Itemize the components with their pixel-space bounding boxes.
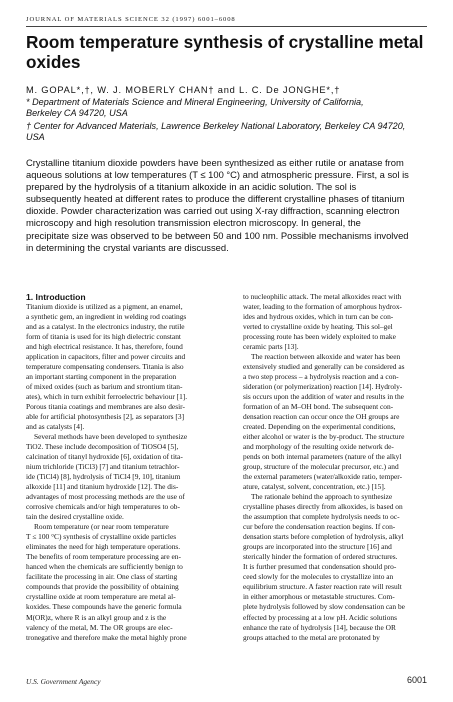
text-line: in determining the crystal variants are discussed. (26, 241, 229, 253)
text-line: crystalline oxide at room temperature are metal al- (26, 592, 176, 602)
text-line: sis occurs upon the addition of water and results in the (243, 392, 404, 402)
text-line: sideration (or polymerization) reaction [14]. Hydroly- (243, 382, 403, 392)
text-line: precipitate size was observed to be between 50 and 100 nm. Possible mechanisms involved (26, 229, 409, 241)
text-line: and as catalysts [4]. (26, 422, 85, 432)
text-line: subsequently heated at different rates to produce the different crystalline phases of titanium (26, 193, 405, 205)
text-line: a synthetic gem, an ingredient in welding rod coatings (26, 312, 187, 322)
text-line: to nucleophilic attack. The metal alkoxides react with (243, 292, 402, 301)
text-line: and high electrical resistance. It has, therefore, found (26, 342, 183, 352)
text-line: prepared by the hydrolysis of a titanium alkoxide in an acidic solution. The sol is (26, 181, 357, 193)
text-line: M(OR)z, where R is an alkyl group and z is the (26, 612, 167, 622)
text-line: pends on both internal parameters (nature of the alkyl (243, 452, 402, 462)
text-line: group, structure of the molecular precursor, etc.) and (243, 462, 399, 472)
text-line: microscopy and high resolution transmission electron microscopy. In general, the (26, 217, 361, 229)
article-title (26, 32, 430, 72)
text-line: extensively studied and generally can be considered as (243, 362, 405, 372)
text-line: cur before the condensation reaction begins. If con- (243, 522, 396, 532)
text-line: eliminates the need for high temperature operations. (26, 542, 181, 552)
text-line: Room temperature (or near room temperature (34, 522, 169, 532)
text-line: the external parameters (water/alkoxide ratio, temper- (243, 472, 403, 482)
text-line: crystalline phases directly from alkoxides, is based on (243, 502, 403, 512)
text-line: groups are incorporated into the structure [16] and (243, 542, 392, 552)
text-line: corrosive chemicals and/or high temperatures to ob- (26, 502, 180, 512)
text-line: hanced when the chemicals are sufficiently benign to (26, 562, 183, 572)
text-line: enhance the rate of hydrolysis [14], because the OR (243, 622, 396, 632)
footer-agency: U.S. Government Agency (26, 677, 101, 686)
text-line: ide (TiCl4) [8], hydrolysis of TiCl4 [9, 10], titanium (26, 472, 181, 482)
journal-header: JOURNAL OF MATERIALS SCIENCE 32 (1997) 6001–6008 (26, 16, 236, 23)
text-line: the assumption that complete hydrolysis needs to oc- (243, 512, 400, 522)
text-line: plete hydrolysis followed by slow condensation can be (243, 602, 405, 612)
text-line: Porous titania coatings and membranes are also desir- (26, 402, 185, 412)
text-line: It is further presumed that condensation should pro- (243, 562, 397, 572)
text-line: nium trichloride (TiCl3) [7] and titanium tetrachlor- (26, 462, 180, 472)
text-line: densation starts before completion of hydrolysis, alkyl (243, 532, 404, 542)
affiliation-2 (26, 121, 436, 143)
text-line: compounds that provide the possibility of obtaining (26, 582, 179, 592)
text-line: aqueous solutions at low temperatures (T ≤ 100 °C) and atmospheric pressure. First, a sol is (26, 169, 409, 181)
text-line: dioxide. Powder characterization was carried out using X-ray diffraction, scanning electron (26, 205, 400, 217)
text-line: ides and hydrous oxides, which in turn can be con- (243, 312, 394, 322)
text-line: valency of the metal, M. The OR groups are elec- (26, 622, 173, 632)
affiliation-line: Berkeley CA 94720, USA (26, 108, 128, 118)
text-line: and as a catalyst. In the electronics industry, the rutile (26, 322, 185, 332)
affiliation-1 (26, 97, 436, 119)
text-line: ature, catalyst, solvent, concentration, etc.) [15]. (243, 482, 386, 492)
header-rule (26, 26, 427, 27)
text-line: processing route has been widely exploited to make (243, 332, 396, 342)
right-column (243, 292, 436, 643)
text-line: The reaction between alkoxide and water has been (251, 352, 401, 362)
text-line: able for artificial photosynthesis [2], as separators [3] (26, 412, 185, 422)
section-heading: 1. Introduction (26, 292, 86, 302)
text-line: facilitate the processing in air. One class of starting (26, 572, 178, 582)
text-line: either alcohol or water is the by-product. The structure (243, 432, 405, 442)
text-line: form of titania is used for its high dielectric constant (26, 332, 181, 342)
text-line: Titanium dioxide is utilized as a pigment, an enamel, (26, 302, 183, 312)
text-line: created. Depending on the experimental conditions, (243, 422, 396, 432)
text-line: alkoxide [11] and titanium hydroxide [12]. The dis- (26, 482, 179, 492)
text-line: Several methods have been developed to synthesize (34, 432, 188, 442)
text-line: equilibrium structure. A faster reaction rate will result (243, 582, 402, 592)
title-line: Room temperature synthesis of crystalline metal (26, 32, 424, 52)
text-line: densation reaction can occur once the OH groups are (243, 412, 400, 422)
left-column (26, 292, 219, 643)
affiliation-line: USA (26, 132, 45, 142)
text-line: water, leading to the formation of amorphous hydrox- (243, 302, 402, 312)
page-number: 6001 (406, 675, 427, 685)
author-list: M. GOPAL*,†, W. J. MOBERLY CHAN† and L. C. De JONGHE*,† (26, 85, 341, 95)
text-line: The rationale behind the approach to synthesize (251, 492, 393, 502)
text-line: ceramic parts [13]. (243, 342, 299, 352)
text-line: formation of an M–OH bond. The subsequent con- (243, 402, 394, 412)
text-line: groups attached to the metal are protonated by (243, 632, 380, 642)
text-line: calcination of titanyl hydroxide [6], oxidation of tita- (26, 452, 183, 462)
text-line: TiO2. These include decomposition of TiOSO4 [5], (26, 442, 179, 452)
text-line: koxides. These compounds have the generic formula (26, 602, 182, 612)
text-line: verted to crystalline oxide by heating. This sol–gel (243, 322, 393, 332)
affiliation-line: † Center for Advanced Materials, Lawrence Berkeley National Laboratory, Berkeley CA 94720, (26, 121, 406, 131)
text-line: Crystalline titanium dioxide powders have been synthesized as either rutile or anatase from (26, 157, 404, 168)
text-line: ates), which in turn exhibit ferroelectric behaviour [1]. (26, 392, 188, 402)
text-line: effected by processing at a low pH. Acidic solutions (243, 612, 398, 622)
text-line: ceed slowly for the molecules to crystallize into an (243, 572, 394, 582)
text-line: sterically hinder the formation of ordered structures. (243, 552, 398, 562)
text-line: tronegative and therefore make the metal highly prone (26, 632, 187, 642)
text-line: of mixed oxides (such as barium and strontium titan- (26, 382, 183, 392)
text-line: T ≤ 100 °C) synthesis of crystalline oxide particles (26, 532, 177, 542)
text-line: an important starting component in the preparation (26, 372, 177, 382)
text-line: temperature compensating condensers. Titania is also (26, 362, 184, 372)
text-line: in either amorphous or metastable structures. Com- (243, 592, 395, 602)
text-line: advantages of most processing methods are the use of (26, 492, 185, 502)
text-line: and morphology of the resulting oxide network de- (243, 442, 394, 452)
title-line: oxides (26, 52, 81, 72)
text-line: application in capacitors, filter and power circuits and (26, 352, 186, 362)
affiliation-line: * Department of Materials Science and Mineral Engineering, University of California, (26, 97, 364, 107)
text-line: tain the desired crystalline oxide. (26, 512, 124, 522)
abstract (26, 157, 438, 254)
text-line: The benefits of room temperature processing are en- (26, 552, 181, 562)
text-line: a two step process – a hydrolysis reaction and a con- (243, 372, 399, 382)
